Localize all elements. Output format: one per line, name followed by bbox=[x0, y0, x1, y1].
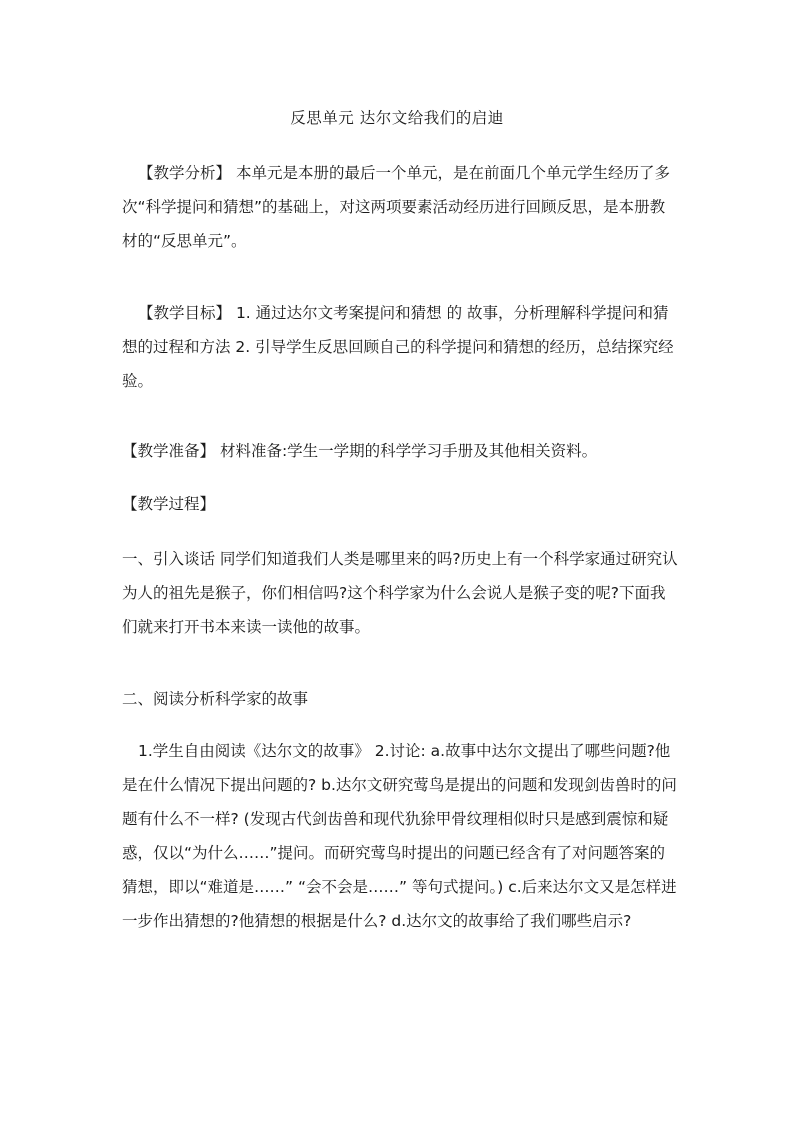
teaching-analysis-paragraph bbox=[122, 156, 678, 258]
teaching-goals-paragraph bbox=[122, 296, 678, 398]
teaching-preparation-paragraph bbox=[122, 434, 678, 468]
section2-body-paragraph: 1.学生自由阅读《达尔文的故事》 2.讨论: a.故事中达尔文提出了哪些问题?他是在什么情况下提出问题的? b.达尔文研究莺鸟是提出的问题和发现剑齿兽时的问题有什么不一样? (发现古代剑齿兽和现代犰狳甲骨纹理相似时只是感到震惊和疑惑，仅以“为什么……”提问。而研究莺鸟时提出的问题已经含有了对问题答案的猜想，即以“难道是……” “会不会是……” 等句式提问。) c.后来达尔文又是怎样进一步作出猜想的?他猜想的根据是什么? d.达尔文的故事给了我们哪些启示? bbox=[122, 742, 677, 930]
teaching-process-heading: 【教学过程】 bbox=[122, 495, 216, 513]
document-title: 反思单元 达尔文给我们的启迪 bbox=[290, 109, 504, 127]
teaching-goals-label: 【教学目标】 bbox=[138, 304, 232, 322]
teaching-preparation-text: 材料准备:学生一学期的科学学习手册及其他相关资料。 bbox=[215, 442, 598, 460]
section1-paragraph: 一、引入谈话 同学们知道我们人类是哪里来的吗?历史上有一个科学家通过研究认为人的祖先是猴子，你们相信吗?这个科学家为什么会说人是猴子变的呢?下面我们就来打开书本来读一读他的故事。 bbox=[122, 550, 678, 636]
teaching-preparation-label: 【教学准备】 bbox=[122, 442, 216, 460]
section2-heading: 二、阅读分析科学家的故事 bbox=[122, 690, 309, 708]
teaching-goals-text: 1. 通过达尔文考案提问和猜想 的 故事，分析理解科学提问和猜想的过程和方法 2. 引导学生反思回顾自己的科学提问和猜想的经历，总结探究经验。 bbox=[122, 304, 674, 390]
teaching-analysis-label: 【教学分析】 bbox=[138, 164, 232, 182]
teaching-analysis-text: 本单元是本册的最后一个单元，是在前面几个单元学生经历了多次“科学提问和猜想”的基础上，对这两项要素活动经历进行回顾反思，是本册教材的“反思单元”。 bbox=[122, 164, 670, 250]
